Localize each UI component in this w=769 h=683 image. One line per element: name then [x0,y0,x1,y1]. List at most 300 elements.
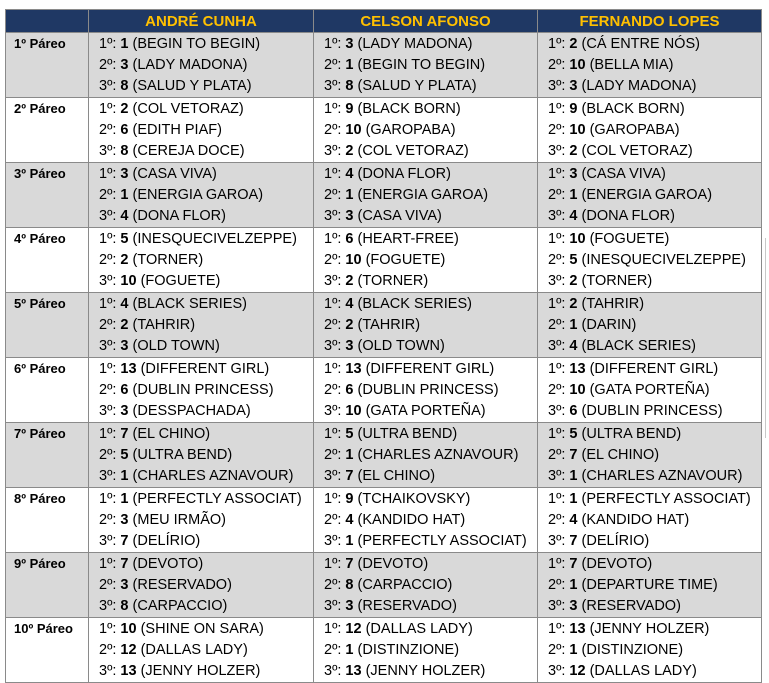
pick-place: 1º: [324,166,342,182]
pick-number: 7 [120,533,129,549]
pick-number: 3 [569,166,578,182]
pick-line [99,271,313,292]
pick-line [99,294,313,315]
pick-horse-name: (DEVOTO) [581,556,653,572]
pick-line [548,489,761,510]
pick-place: 2º: [548,512,566,528]
pick-number: 4 [569,512,578,528]
pick-number: 6 [569,403,578,419]
pick-horse-name: (EL CHINO) [357,468,436,484]
pick-horse-name: (CHARLES AZNAVOUR) [581,468,743,484]
pick-horse-name: (RESERVADO) [132,577,232,593]
pick-horse-name: (DALLAS LADY) [140,642,248,658]
pick-horse-name: (EDITH PIAF) [132,122,222,138]
pick-place: 1º: [548,166,566,182]
pick-line [324,359,537,380]
pick-number: 4 [345,512,354,528]
pick-number: 2 [120,101,129,117]
pick-line [548,640,761,661]
pick-horse-name: (TORNER) [357,273,429,289]
pick-line [99,141,313,162]
pick-number: 4 [569,208,578,224]
pick-place: 2º: [99,512,117,528]
pick-place: 1º: [99,36,117,52]
pick-number: 3 [120,57,129,73]
race-row [6,33,762,98]
tipster-picks-cell [538,618,762,683]
pick-horse-name: (CHARLES AZNAVOUR) [357,447,519,463]
pick-number: 2 [120,252,129,268]
pick-number: 3 [120,577,129,593]
pick-place: 2º: [99,577,117,593]
pick-number: 13 [569,621,586,637]
pick-number: 4 [569,338,578,354]
pick-place: 1º: [99,556,117,572]
pick-line [99,489,313,510]
race-row [6,293,762,358]
pick-place: 2º: [99,122,117,138]
pick-place: 2º: [548,317,566,333]
pick-line [324,55,537,76]
pick-number: 13 [120,361,137,377]
pick-horse-name: (COL VETORAZ) [132,101,244,117]
pick-number: 8 [345,577,354,593]
pick-number: 2 [569,143,578,159]
pick-line [548,554,761,575]
pick-place: 3º: [548,663,566,679]
pick-horse-name: (TAHRIR) [132,317,196,333]
tipster-picks-cell [538,423,762,488]
pick-place: 3º: [99,598,117,614]
pick-horse-name: (CHARLES AZNAVOUR) [132,468,294,484]
pick-horse-name: (JENNY HOLZER) [140,663,261,679]
pick-horse-name: (PERFECTLY ASSOCIAT) [581,491,751,507]
pick-place: 1º: [324,296,342,312]
pick-line [99,120,313,141]
pick-place: 1º: [99,101,117,117]
pick-place: 1º: [324,491,342,507]
pick-horse-name: (ENERGIA GAROA) [132,187,264,203]
pick-number: 3 [569,78,578,94]
pick-line [324,596,537,617]
pick-horse-name: (FOGUETE) [140,273,221,289]
pick-place: 1º: [324,231,342,247]
pick-line [324,271,537,292]
tipster-picks-cell [538,553,762,618]
pick-place: 3º: [548,208,566,224]
race-label: 5º Páreo [6,293,89,358]
pick-horse-name: (LADY MADONA) [581,78,697,94]
pick-horse-name: (BLACK BORN) [581,101,685,117]
pick-place: 2º: [548,447,566,463]
pick-number: 3 [120,338,129,354]
pick-line [548,315,761,336]
pick-line [548,99,761,120]
pick-horse-name: (OLD TOWN) [357,338,445,354]
pick-line [548,424,761,445]
tipster-picks-cell [89,33,314,98]
pick-horse-name: (DISTINZIONE) [581,642,684,658]
pick-number: 1 [345,187,354,203]
pick-horse-name: (DEPARTURE TIME) [581,577,718,593]
pick-place: 3º: [99,143,117,159]
pick-horse-name: (DIFFERENT GIRL) [365,361,495,377]
pick-number: 3 [345,36,354,52]
pick-line [548,76,761,97]
pick-line [99,380,313,401]
corner-cell [6,10,89,33]
tipster-picks-cell [538,33,762,98]
pick-horse-name: (BELLA MIA) [589,57,674,73]
pick-place: 3º: [548,533,566,549]
pick-line [99,229,313,250]
pick-number: 3 [120,403,129,419]
pick-place: 2º: [99,317,117,333]
pick-horse-name: (LADY MADONA) [132,57,248,73]
pick-number: 5 [569,426,578,442]
pick-horse-name: (PERFECTLY ASSOCIAT) [357,533,527,549]
pick-place: 1º: [99,491,117,507]
pick-number: 10 [569,382,586,398]
race-row [6,423,762,488]
pick-number: 7 [569,556,578,572]
race-row [6,553,762,618]
pick-line [324,315,537,336]
pick-place: 3º: [548,273,566,289]
pick-line [548,661,761,682]
pick-horse-name: (CASA VIVA) [132,166,217,182]
tipster-picks-cell [89,423,314,488]
pick-line [324,229,537,250]
tipster-picks-cell [89,98,314,163]
pick-number: 2 [120,317,129,333]
race-label: 9º Páreo [6,553,89,618]
pick-number: 5 [569,252,578,268]
race-row [6,618,762,683]
tipster-picks-cell [89,293,314,358]
tipster-picks-cell [89,618,314,683]
pick-horse-name: (SALUD Y PLATA) [132,78,252,94]
pick-horse-name: (DALLAS LADY) [589,663,697,679]
pick-line [324,185,537,206]
pick-horse-name: (BLACK SERIES) [357,296,472,312]
pick-line [548,336,761,357]
pick-horse-name: (CÁ ENTRE NÓS) [581,36,700,52]
pick-place: 2º: [324,382,342,398]
pick-line [324,99,537,120]
pick-line [548,619,761,640]
pick-horse-name: (CASA VIVA) [357,208,442,224]
pick-place: 3º: [324,533,342,549]
pick-place: 2º: [324,642,342,658]
pick-number: 9 [345,491,354,507]
race-row [6,488,762,553]
pick-line [99,554,313,575]
pick-horse-name: (GATA PORTEÑA) [365,403,486,419]
pick-line [99,164,313,185]
header-row [6,10,762,33]
pick-line [99,531,313,552]
pick-horse-name: (EL CHINO) [581,447,660,463]
pick-number: 8 [120,598,129,614]
pick-number: 1 [569,187,578,203]
pick-number: 7 [345,468,354,484]
pick-horse-name: (INESQUECIVELZEPPE) [132,231,297,247]
pick-place: 1º: [324,101,342,117]
pick-number: 7 [120,556,129,572]
pick-number: 10 [120,273,137,289]
pick-horse-name: (GATA PORTEÑA) [589,382,710,398]
race-row [6,163,762,228]
pick-number: 4 [345,166,354,182]
pick-number: 9 [345,101,354,117]
pick-place: 3º: [324,663,342,679]
pick-number: 3 [345,208,354,224]
tipster-picks-cell [89,228,314,293]
pick-horse-name: (DELÍRIO) [132,533,201,549]
pick-place: 1º: [324,621,342,637]
race-row [6,228,762,293]
pick-line [548,271,761,292]
pick-line [99,661,313,682]
tipster-picks-cell [538,98,762,163]
pick-number: 1 [345,533,354,549]
pick-line [99,596,313,617]
pick-number: 7 [569,447,578,463]
pick-line [548,164,761,185]
pick-horse-name: (MEU IRMÃO) [132,512,226,528]
tipster-picks-cell [314,423,538,488]
pick-horse-name: (COL VETORAZ) [357,143,469,159]
tipster-picks-cell [314,228,538,293]
race-label: 4º Páreo [6,228,89,293]
pick-line [324,34,537,55]
race-label: 6º Páreo [6,358,89,423]
pick-place: 2º: [548,122,566,138]
pick-horse-name: (ENERGIA GAROA) [357,187,489,203]
pick-number: 1 [120,187,129,203]
tipster-picks-cell [314,618,538,683]
pick-place: 3º: [548,78,566,94]
pick-horse-name: (CEREJA DOCE) [132,143,245,159]
pick-number: 1 [569,577,578,593]
pick-number: 6 [345,382,354,398]
pick-horse-name: (BEGIN TO BEGIN) [357,57,486,73]
pick-number: 7 [120,426,129,442]
pick-place: 1º: [324,556,342,572]
pick-number: 10 [569,231,586,247]
pick-line [548,510,761,531]
pick-line [99,466,313,487]
pick-place: 3º: [324,143,342,159]
pick-place: 3º: [324,78,342,94]
pick-horse-name: (RESERVADO) [581,598,681,614]
pick-horse-name: (DEVOTO) [357,556,429,572]
pick-horse-name: (JENNY HOLZER) [589,621,710,637]
pick-line [548,55,761,76]
pick-line [548,380,761,401]
pick-horse-name: (TAHRIR) [357,317,421,333]
pick-line [324,380,537,401]
pick-line [324,250,537,271]
pick-line [548,141,761,162]
race-row [6,98,762,163]
race-label: 3º Páreo [6,163,89,228]
pick-number: 12 [345,621,362,637]
pick-number: 13 [569,361,586,377]
pick-number: 8 [120,143,129,159]
pick-horse-name: (DONA FLOR) [132,208,226,224]
pick-horse-name: (PERFECTLY ASSOCIAT) [132,491,302,507]
pick-number: 10 [569,122,586,138]
pick-horse-name: (LADY MADONA) [357,36,473,52]
pick-place: 3º: [324,338,342,354]
pick-horse-name: (FOGUETE) [589,231,670,247]
pick-horse-name: (OLD TOWN) [132,338,220,354]
pick-number: 13 [120,663,137,679]
pick-place: 3º: [548,403,566,419]
pick-place: 3º: [99,273,117,289]
pick-line [99,185,313,206]
pick-line [548,596,761,617]
pick-place: 1º: [99,621,117,637]
pick-horse-name: (GAROPABA) [589,122,680,138]
pick-horse-name: (COL VETORAZ) [581,143,693,159]
pick-line [548,206,761,227]
pick-line [99,206,313,227]
pick-place: 3º: [548,468,566,484]
pick-place: 1º: [548,101,566,117]
pick-line [99,76,313,97]
pick-place: 1º: [99,361,117,377]
pick-line [324,206,537,227]
pick-number: 4 [120,296,129,312]
pick-line [324,164,537,185]
pick-number: 12 [120,642,137,658]
pick-line [548,445,761,466]
pick-place: 1º: [548,361,566,377]
pick-number: 1 [345,57,354,73]
pick-horse-name: (DALLAS LADY) [365,621,473,637]
pick-line [99,315,313,336]
pick-horse-name: (DUBLIN PRINCESS) [581,403,723,419]
pick-line [324,554,537,575]
pick-place: 1º: [99,166,117,182]
pick-place: 2º: [548,577,566,593]
tipster-picks-cell [314,358,538,423]
pick-place: 1º: [548,231,566,247]
pick-line [324,619,537,640]
pick-horse-name: (DARIN) [581,317,637,333]
race-row [6,358,762,423]
pick-horse-name: (DEVOTO) [132,556,204,572]
pick-horse-name: (DISTINZIONE) [357,642,460,658]
pick-number: 6 [345,231,354,247]
pick-place: 1º: [548,296,566,312]
pick-number: 10 [345,252,362,268]
pick-horse-name: (DIFFERENT GIRL) [589,361,719,377]
pick-line [548,229,761,250]
pick-place: 1º: [548,621,566,637]
pick-place: 2º: [324,122,342,138]
pick-number: 10 [345,122,362,138]
pick-horse-name: (DONA FLOR) [357,166,451,182]
pick-line [99,575,313,596]
tipster-picks-cell [314,98,538,163]
pick-number: 1 [345,642,354,658]
pick-number: 3 [120,166,129,182]
pick-number: 12 [569,663,586,679]
pick-line [548,250,761,271]
pick-horse-name: (ULTRA BEND) [357,426,458,442]
pick-number: 2 [345,273,354,289]
pick-line [548,120,761,141]
pick-horse-name: (SALUD Y PLATA) [357,78,477,94]
pick-place: 1º: [99,296,117,312]
tipster-picks-cell [538,163,762,228]
pick-line [548,466,761,487]
pick-line [324,531,537,552]
pick-horse-name: (HEART-FREE) [357,231,459,247]
pick-number: 5 [345,426,354,442]
pick-line [99,55,313,76]
pick-number: 2 [569,296,578,312]
pick-place: 1º: [324,361,342,377]
tipster-picks-cell [89,553,314,618]
pick-place: 2º: [324,512,342,528]
pick-line [324,445,537,466]
pick-line [324,640,537,661]
pick-line [324,294,537,315]
pick-number: 3 [345,598,354,614]
pick-place: 1º: [99,231,117,247]
pick-horse-name: (ENERGIA GAROA) [581,187,713,203]
tipster-picks-cell [314,293,538,358]
tipster-picks-cell [89,163,314,228]
pick-number: 8 [120,78,129,94]
pick-place: 3º: [548,598,566,614]
pick-line [324,489,537,510]
pick-number: 1 [569,468,578,484]
pick-number: 3 [345,338,354,354]
pick-place: 2º: [99,252,117,268]
pick-number: 1 [120,468,129,484]
tips-table [5,9,762,683]
pick-number: 2 [569,273,578,289]
pick-place: 1º: [548,36,566,52]
pick-line [324,336,537,357]
pick-horse-name: (BLACK BORN) [357,101,461,117]
pick-horse-name: (DELÍRIO) [581,533,650,549]
pick-horse-name: (TORNER) [581,273,653,289]
pick-number: 3 [120,512,129,528]
pick-number: 4 [345,296,354,312]
pick-place: 1º: [324,36,342,52]
pick-line [99,510,313,531]
pick-number: 10 [120,621,137,637]
pick-line [99,401,313,422]
pick-horse-name: (EL CHINO) [132,426,211,442]
tipster-picks-cell [538,488,762,553]
tipster-picks-cell [314,488,538,553]
pick-place: 2º: [324,57,342,73]
race-label: 2º Páreo [6,98,89,163]
pick-horse-name: (BEGIN TO BEGIN) [132,36,261,52]
tipster-header: CELSON AFONSO [314,10,538,33]
pick-place: 3º: [548,143,566,159]
pick-horse-name: (TORNER) [132,252,204,268]
tipster-header: FERNANDO LOPES [538,10,762,33]
